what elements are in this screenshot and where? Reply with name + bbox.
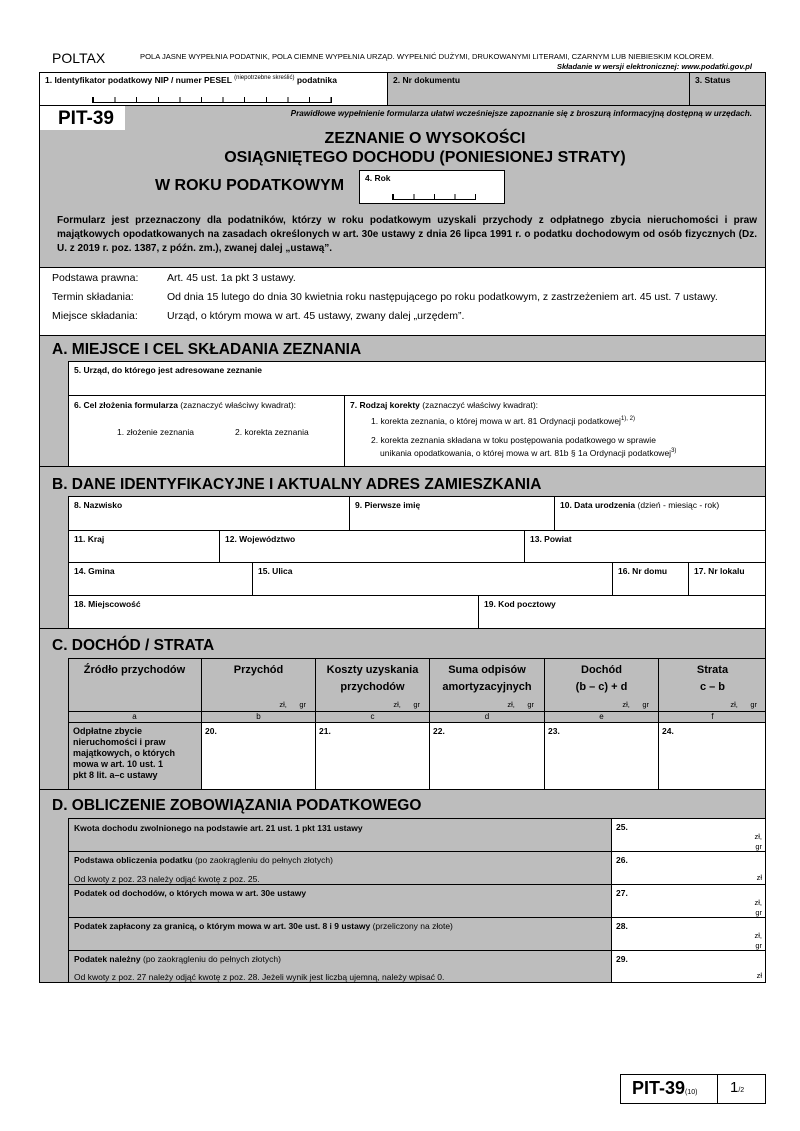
col-e-units: zł, gr (622, 700, 649, 709)
col-d-units: zł, gr (507, 700, 534, 709)
field-29-tax-due[interactable]: 29. zł (611, 950, 766, 983)
field-3-status (689, 72, 766, 106)
col-b-units: zł, gr (279, 700, 306, 709)
row-28-label: Podatek zapłacony za granicą, o którym mowa w art. 30e ust. 8 i 9 ustawy (74, 921, 371, 931)
field-10-birth-date[interactable] (554, 496, 766, 531)
section-b-title: B. DANE IDENTYFIKACYJNE I AKTUALNY ADRES ZAMIESZKANIA (52, 476, 542, 493)
deadline-value: Od dnia 15 lutego do dnia 30 kwietnia roku następującego po roku podatkowym, z zastrzeżeniem art. 45 ust. 7 ustawy. (167, 291, 718, 303)
form-description: Formularz jest przeznaczony dla podatników, którzy w roku podatkowym uzyskali przychody z odpłatnego zbycia nieruchomości i praw majątkowych opodatkowanych na zasadach określonych w art. 30e ustawy z dnia 26 lipca 1991 r. o podatku dochodowym od osób fizycznych (Dz. U. z 2019 r. poz. 1387, z późn. zm.), zwanej dalej „ustawą”. (57, 215, 757, 254)
field-6-purpose[interactable] (68, 395, 345, 467)
col-e-header: Dochód (b – c) + d (575, 664, 628, 693)
col-f-units: zł, gr (730, 700, 757, 709)
row-27-label: Podatek od dochodów, o których mowa w art. 30e ustawy (74, 888, 307, 898)
row-25-label: Kwota dochodu zwolnionego na podstawie art. 21 ust. 1 pkt 131 ustawy (74, 823, 363, 833)
place-value: Urząd, o którym mowa w art. 45 ustawy, zwany dalej „urzędem”. (167, 310, 465, 322)
brand-label: POLTAX (52, 50, 106, 66)
field-15-street[interactable] (252, 562, 613, 596)
section-d-title: D. OBLICZENIE ZOBOWIĄZANIA PODATKOWEGO (52, 797, 422, 814)
field-12-label: 12. Województwo (225, 534, 296, 544)
footer-page-number: 1/2 (730, 1079, 745, 1096)
field-11-country[interactable] (68, 530, 220, 563)
field-18-label: 18. Miejscowość (74, 599, 141, 609)
legal-info-frame (39, 267, 766, 336)
col-c-units: zł, gr (393, 700, 420, 709)
field-17-apartment-number[interactable] (688, 562, 766, 596)
col-e-letter: e (599, 712, 604, 721)
row-29-hint: (po zaokrągleniu do pełnych złotych) (142, 954, 281, 964)
field-28-foreign-tax[interactable]: 28. zł, gr (611, 917, 766, 951)
field-10-label: 10. Data urodzenia (560, 500, 636, 510)
field-1-nip-pesel[interactable] (39, 72, 388, 106)
field-2-document-number (387, 72, 690, 106)
col-c-header: Koszty uzyskania przychodów (326, 664, 419, 693)
field-8-label: 8. Nazwisko (74, 500, 123, 510)
field-26-tax-base[interactable]: 26. zł (611, 851, 766, 885)
field-6-option-2[interactable]: 2. korekta zeznania (235, 427, 309, 437)
field-13-county[interactable] (524, 530, 766, 563)
form-code: PIT-39 (58, 108, 114, 129)
col-a-letter: a (132, 712, 137, 721)
e-filing-note: Składanie w wersji elektronicznej: www.podatki.gov.pl (556, 62, 752, 71)
field-8-surname[interactable] (68, 496, 350, 531)
field-14-municipality[interactable] (68, 562, 253, 596)
field-7-correction-type[interactable] (344, 395, 766, 467)
place-label: Miejsce składania: (52, 310, 138, 322)
col-f-letter: f (711, 712, 714, 721)
section-a-title: A. MIEJSCE I CEL SKŁADANIA ZEZNANIA (52, 341, 362, 358)
row-28-hint: (przeliczony na złote) (372, 921, 453, 931)
row-26-label: Podstawa obliczenia podatku (74, 855, 193, 865)
field-4-label: 4. Rok (365, 173, 391, 183)
field-19-postal-code[interactable] (478, 595, 766, 629)
field-6-hint: (zaznaczyć właściwy kwadrat): (180, 400, 297, 410)
field-1-note: (niepotrzebne skreślić) (234, 75, 295, 82)
form-hint: Prawidłowe wypełnienie formularza ułatwi wcześniejsze zapoznanie się z broszurą informacyjną dostępną w urzędach. (290, 109, 752, 118)
field-2-label: 2. Nr dokumentu (393, 75, 461, 85)
field-14-label: 14. Gmina (74, 566, 115, 576)
form-title-line3: W ROKU PODATKOWYM (155, 177, 345, 194)
col-d-header: Suma odpisów amortyzacyjnych (442, 664, 532, 693)
fill-instruction: POLA JASNE WYPEŁNIA PODATNIK, POLA CIEMNE WYPEŁNIA URZĄD. WYPEŁNIĆ DUŻYMI, DRUKOWANYMI LITERAMI, CZARNYM LUB NIEBIESKIM KOLOREM. (140, 52, 714, 61)
field-9-label: 9. Pierwsze imię (355, 500, 421, 510)
row-26-note: Od kwoty z poz. 23 należy odjąć kwotę z poz. 25. (74, 874, 260, 884)
field-1-suffix: podatnika (296, 75, 337, 85)
form-title-line1: ZEZNANIE O WYSOKOŚCI (324, 130, 526, 147)
field-7-option-2[interactable]: 2. korekta zeznania składana w toku postępowania podatkowego w sprawie unikania opodatkowania, o której mowa w art. 81b § 1a Ordynacji podatkowej$^{3)}$ (371, 435, 677, 458)
footer-form-code: PIT-39(10) (632, 1078, 698, 1098)
field-9-first-name[interactable] (349, 496, 555, 531)
row-29-label: Podatek należny (74, 954, 141, 964)
col-f-header: Strata c – b (696, 664, 729, 693)
field-13-label: 13. Powiat (530, 534, 572, 544)
field-10-hint: (dzień - miesiąc - rok) (637, 500, 720, 510)
field-24-loss[interactable]: 24. (659, 723, 765, 789)
field-27-tax[interactable]: 27. zł, gr (611, 884, 766, 918)
col-c-letter: c (370, 712, 375, 721)
row-26-hint: (po zaokrągleniu do pełnych złotych) (194, 855, 333, 865)
field-6-option-1[interactable]: 1. złożenie zeznania (117, 427, 195, 437)
col-b-header: Przychód (233, 664, 284, 676)
legal-basis-value: Art. 45 ust. 1a pkt 3 ustawy. (167, 272, 296, 284)
row-29-note: Od kwoty z poz. 27 należy odjąć kwotę z poz. 28. Jeżeli wynik jest liczbą ujemną, należy wpisać 0. (74, 972, 445, 982)
field-11-label: 11. Kraj (74, 534, 105, 544)
field-22-depreciation[interactable]: 22. (430, 723, 544, 789)
field-12-voivodeship[interactable] (219, 530, 525, 563)
section-c-title: C. DOCHÓD / STRATA (52, 637, 215, 654)
field-15-label: 15. Ulica (258, 566, 293, 576)
field-3-label: 3. Status (695, 75, 731, 85)
field-5-office[interactable] (68, 361, 766, 396)
field-20-income[interactable]: 20. (202, 723, 315, 789)
col-b-letter: b (256, 712, 261, 721)
field-17-label: 17. Nr lokalu (694, 566, 745, 576)
field-7-hint: (zaznaczyć właściwy kwadrat): (422, 400, 539, 410)
field-7-label: 7. Rodzaj korekty (350, 400, 420, 410)
field-16-label: 16. Nr domu (618, 566, 668, 576)
col-a-header: Źródło przychodów (83, 664, 186, 676)
field-23-income-net[interactable]: 23. (545, 723, 658, 789)
field-1-digit-boxes (92, 97, 332, 103)
field-4-digit-boxes (392, 194, 476, 200)
legal-basis-label: Podstawa prawna: (52, 272, 139, 284)
field-21-costs[interactable]: 21. (316, 723, 429, 789)
field-5-label: 5. Urząd, do którego jest adresowane zeznanie (74, 365, 262, 375)
form-title-line2: OSIĄGNIĘTEGO DOCHODU (PONIESIONEJ STRATY) (224, 149, 626, 166)
row-source-label: Odpłatne zbycie nieruchomości i praw majątkowych, o których mowa w art. 10 ust. 1 pkt 8 lit. a–c ustawy (73, 726, 176, 780)
field-6-label: 6. Cel złożenia formularza (74, 400, 178, 410)
col-d-letter: d (484, 712, 490, 721)
field-1-label: 1. Identyfikator podatkowy NIP / numer PESEL (45, 75, 232, 85)
field-16-house-number[interactable] (612, 562, 689, 596)
field-19-label: 19. Kod pocztowy (484, 599, 556, 609)
field-4-year[interactable] (359, 170, 505, 204)
field-25-exempt-income[interactable]: 25. zł, gr (611, 818, 766, 852)
field-7-option-1[interactable]: 1. korekta zeznania, o której mowa w art. 81 Ordynacji podatkowej$^{1), 2)}$ (371, 416, 635, 426)
deadline-label: Termin składania: (52, 291, 134, 303)
field-18-city[interactable] (68, 595, 479, 629)
